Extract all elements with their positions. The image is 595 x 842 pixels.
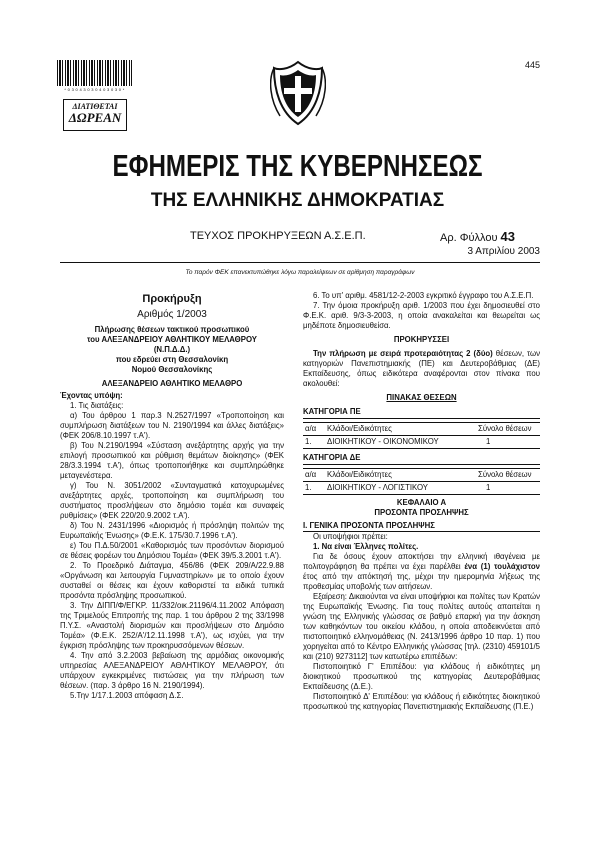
category-de: ΚΑΤΗΓΟΡΙΑ ΔΕ: [303, 453, 540, 465]
paragraph: Πιστοποιητικό Δ' Επιπέδου: για κλάδους ή ειδικότητες διοικητικού προσωπικού της κατηγορίας Πανεπιστημιακής Εκπαίδευσης (Π.Ε.): [303, 692, 540, 711]
table-header-row: [303, 423, 540, 436]
col-aa: α/α: [303, 423, 325, 436]
col-aa: α/α: [303, 469, 325, 482]
proclaims-heading: ΠΡΟΚΗΡΥΣΣΕΙ: [393, 335, 450, 344]
paragraph: 1. Τις διατάξεις:: [70, 401, 124, 410]
paragraph: α) Του άρθρου 1 παρ.3 Ν.2527/1997 «Τροποποίηση και συμπλήρωση διατάξεων του Ν. 2190/1994 και άλλες διατάξεις» (ΦΕΚ 206/8.10.1997 τ.Α').: [60, 411, 284, 440]
table-row: [303, 482, 540, 495]
paragraph: Εξαίρεση: Δικαιούνται να είναι υποψήφιοι και πολίτες των Κρατών της Ευρωπαϊκής Ένωσης. Για τους πολίτες αυτούς απαιτείται η γνώση της Ελληνικής γλώσσας σε βαθμό επαρκή για την άσκηση των καθηκόντων του οικείου κλάδου, η οποία αποδεικνύεται από πιστοποιητικό ελληνομάθειας (Ν. 2413/1996 άρθρο 10 παρ. 1) που χορηγείται από το Κέντρο Ελληνικής γλώσσας [τηλ. (2310) 459101/5 και (210) 9273112] των κατωτέρω επιπέδων:: [303, 592, 540, 661]
paragraph: 6. Το υπ' αριθμ. 4581/12-2-2003 εγκριτικό έγγραφο του Α.Σ.Ε.Π.: [313, 291, 534, 300]
stamp-line2: ΔΩΡΕΑΝ: [68, 110, 122, 125]
paragraph: [303, 552, 540, 592]
cell-synolo: 1: [476, 482, 540, 495]
cell-klados: ΔΙΟΙΚΗΤΙΚΟΥ - ΟΙΚΟΝΟΜΙΚΟΥ: [325, 436, 476, 449]
paragraph: ε) Του Π.Δ.50/2001 «Καθορισμός των προσόντων διορισμού σε θέσεις φορέων του Δημόσιου Τομέα» (ΦΕΚ 39/5.3.2001 τ.Α').: [60, 541, 284, 560]
organization-name: ΑΛΕΞΑΝΔΡΕΙΟ ΑΘΛΗΤΙΚΟ ΜΕΛΑΘΡΟ: [101, 379, 243, 388]
cell-aa: 1.: [303, 436, 325, 449]
positions-table-title: ΠΙΝΑΚΑΣ ΘΕΣΕΩΝ: [386, 393, 457, 402]
chapter-heading: ΚΕΦΑΛΑΙΟ Α: [396, 498, 447, 507]
table-header-row: [303, 469, 540, 482]
table-row: [303, 436, 540, 449]
gazette-subtitle: ΤΗΣ ΕΛΛΗΝΙΚΗΣ ΔΗΜΟΚΡΑΤΙΑΣ: [150, 190, 445, 211]
gazette-title: ΕΦΗΜΕΡΙΣ ΤΗΣ ΚΥΒΕΡΝΗΣΕΩΣ: [112, 148, 483, 183]
intro-text: θέσεων, των κατηγοριών Πανεπιστημιακής (ΠΕ) και Δευτεροβάθμιας (ΔΕ) Εκπαίδευσης, όπως ειδικότερα αναφέρονται στον πίνακα που ακολουθεί:: [303, 349, 540, 388]
left-column: [60, 291, 284, 701]
col-klados: Κλάδοι/Ειδικότητες: [325, 423, 476, 436]
cell-aa: 1.: [303, 482, 325, 495]
cell-klados: ΔΙΟΙΚΗΤΙΚΟΥ - ΛΟΓΙΣΤΙΚΟΥ: [325, 482, 476, 495]
paragraph: β) Του Ν.2190/1994 «Σύσταση ανεξάρτητης αρχής για την επιλογή προσωπικού και ρύθμιση θεμάτων διοίκησης» (ΦΕΚ 28/3.3.1994 τ.Α'), όπως τροποποιήθηκε και συμπληρώθηκε μεταγενέστερα.: [60, 441, 284, 480]
subheading: Πλήρωσης θέσεων τακτικού προσωπικού του ΑΛΕΞΑΝΔΡΕΙΟΥ ΑΘΛΗΤΙΚΟΥ ΜΕΛΑΘΡΟΥ (Ν.Π.Δ.Δ.) που εδρεύει στη Θεσσαλονίκη Νομού Θεσσαλονίκης: [87, 325, 257, 374]
having-regard: Έχοντας υπόψη:: [60, 391, 123, 400]
sheet-number: [440, 229, 515, 244]
paragraph: γ) Του Ν. 3051/2002 «Συνταγματικά κατοχυρωμένες ανεξάρτητες αρχές, τροποποίηση και συμπλήρωση του συστήματος προσλήψεων στο δημόσιο τομέα και συναφείς ρυθμίσεις» (ΦΕΚ 220/20.9.2002 τ.Α').: [60, 481, 284, 520]
paragraph: δ) Του Ν. 2431/1996 «Διορισμός ή πρόσληψη πολιτών της Ευρωπαϊκής Ένωσης» (Φ.Ε.Κ. 175/30.7.1996 τ.Α').: [60, 521, 284, 540]
header-rule: [60, 262, 540, 263]
positions-table-pe: [303, 422, 540, 449]
category-pe: ΚΑΤΗΓΟΡΙΑ ΠΕ: [303, 407, 540, 419]
greek-coat-of-arms-icon: [270, 60, 326, 128]
section-heading: I. ΓΕΝΙΚΑ ΠΡΟΣΟΝΤΑ ΠΡΟΣΛΗΨΗΣ: [303, 521, 540, 532]
heading-prokiryxi: Προκήρυξη: [142, 293, 202, 305]
paragraph: 5.Την 1/17.1.2003 απόφαση Δ.Σ.: [70, 691, 184, 700]
stamp-line1: ΔΙΑΤΙΘΕΤΑΙ: [72, 102, 118, 111]
paragraph: 4. Την από 3.2.2003 βεβαίωση της αρμόδιας οικονομικής υπηρεσίας ΑΛΕΞΑΝΔΡΕΙΟΥ ΑΘΛΗΤΙΚΟΥ ΜΕΛΑΘΡΟΥ, ότι υπάρχουν εγκεκριμένες πιστώσεις για την πλήρωση των θέσεων. (παρ. 3 άρθρο 16 Ν. 2190/1994).: [60, 651, 284, 690]
page-number: 445: [524, 60, 540, 70]
paragraph: 1. Να είναι Έλληνες πολίτες.: [313, 542, 419, 551]
text: έτος από την απόκτησή της, μέχρι την ημερομηνία λήξεως της προθεσμίας υποβολής των αιτήσεων.: [303, 572, 540, 591]
col-synolo: Σύνολο θέσεων: [476, 423, 540, 436]
issue-date: 3 Απριλίου 2003: [467, 246, 540, 257]
barcode-digits: * 0 3 0 4 3 0 3 0 4 0 3 0 3 0 *: [64, 87, 125, 92]
right-column: [303, 291, 540, 712]
free-distribution-stamp: [63, 99, 127, 131]
barcode: [57, 60, 132, 86]
paragraph: Πιστοποιητικό Γ' Επιπέδου: για κλάδους ή ειδικότητες μη διοικητικού προσωπικού της κατηγορίας Δευτεροβάθμιας Εκπαίδευσης (Δ.Ε.).: [303, 662, 540, 691]
text-bold: ένα (1) τουλάχιστον: [464, 562, 540, 571]
intro-bold: Την πλήρωση με σειρά προτεραιότητας 2 (δύο): [313, 349, 493, 358]
reprint-note: Το παρόν ΦΕΚ επανεκτυπώθηκε λόγω παραλείψεων σε αρίθμηση παραγράφων: [185, 269, 415, 276]
paragraph: 7. Την όμοια προκήρυξη αριθ. 1/2003 που έχει δημοσιευθεί στο Φ.Ε.Κ. αριθ. 9/3-3-2003, η οποία ανακαλείται και θεωρείται ως μηδέποτε δημοσιευθείσα.: [303, 301, 540, 330]
heading-number: Αριθμός 1/2003: [137, 309, 207, 320]
paragraph: Οι υποψήφιοι πρέπει:: [313, 532, 388, 541]
sheet-number-label: Αρ. Φύλλου: [440, 232, 498, 244]
issue-type: ΤΕΥΧΟΣ ΠΡΟΚΗΡΥΞΕΩΝ Α.Σ.Ε.Π.: [190, 230, 366, 242]
paragraph: 3. Την ΔΙΠΠ/Φ/ΕΓΚΡ. 11/332/οικ.21196/4.11.2002 Απόφαση της Τριμελούς Επιτροπής της παρ. 1 του άρθρου 2 της 33/1998 Π.Υ.Σ. «Αναστολή διορισμών και προσλήψεων στο Δημόσιο Τομέα» (Φ.Ε.Κ. 252/Α'/12.11.1998 τ.Α'), ως ισχύει, για την έγκριση πρόσληψης των προκηρυσσόμενων θέσεων.: [60, 601, 284, 650]
paragraph: 2. Το Προεδρικό Διάταγμα, 456/86 (ΦΕΚ 209/Α/22.9.88 «Οργάνωση και λειτουργία Γυμναστηρίων» με το οποίο έχουν συσταθεί οι θέσεις και έχουν καθοριστεί τα ειδικά τυπικά προσόντα πρόσληψης προσωπικού.: [60, 561, 284, 600]
text: Για δε όσους έχουν αποκτήσει την ελληνική ιθαγένεια με πολιτογράφηση θα πρέπει να έχει παρέλθει: [303, 552, 540, 571]
cell-synolo: 1: [476, 436, 540, 449]
col-klados: Κλάδοι/Ειδικότητες: [325, 469, 476, 482]
intro-paragraph: [303, 349, 540, 389]
col-synolo: Σύνολο θέσεων: [476, 469, 540, 482]
chapter-title: ΠΡΟΣΟΝΤΑ ΠΡΟΣΛΗΨΗΣ: [374, 508, 469, 517]
positions-table-de: [303, 468, 540, 495]
sheet-number-value: 43: [500, 229, 515, 244]
